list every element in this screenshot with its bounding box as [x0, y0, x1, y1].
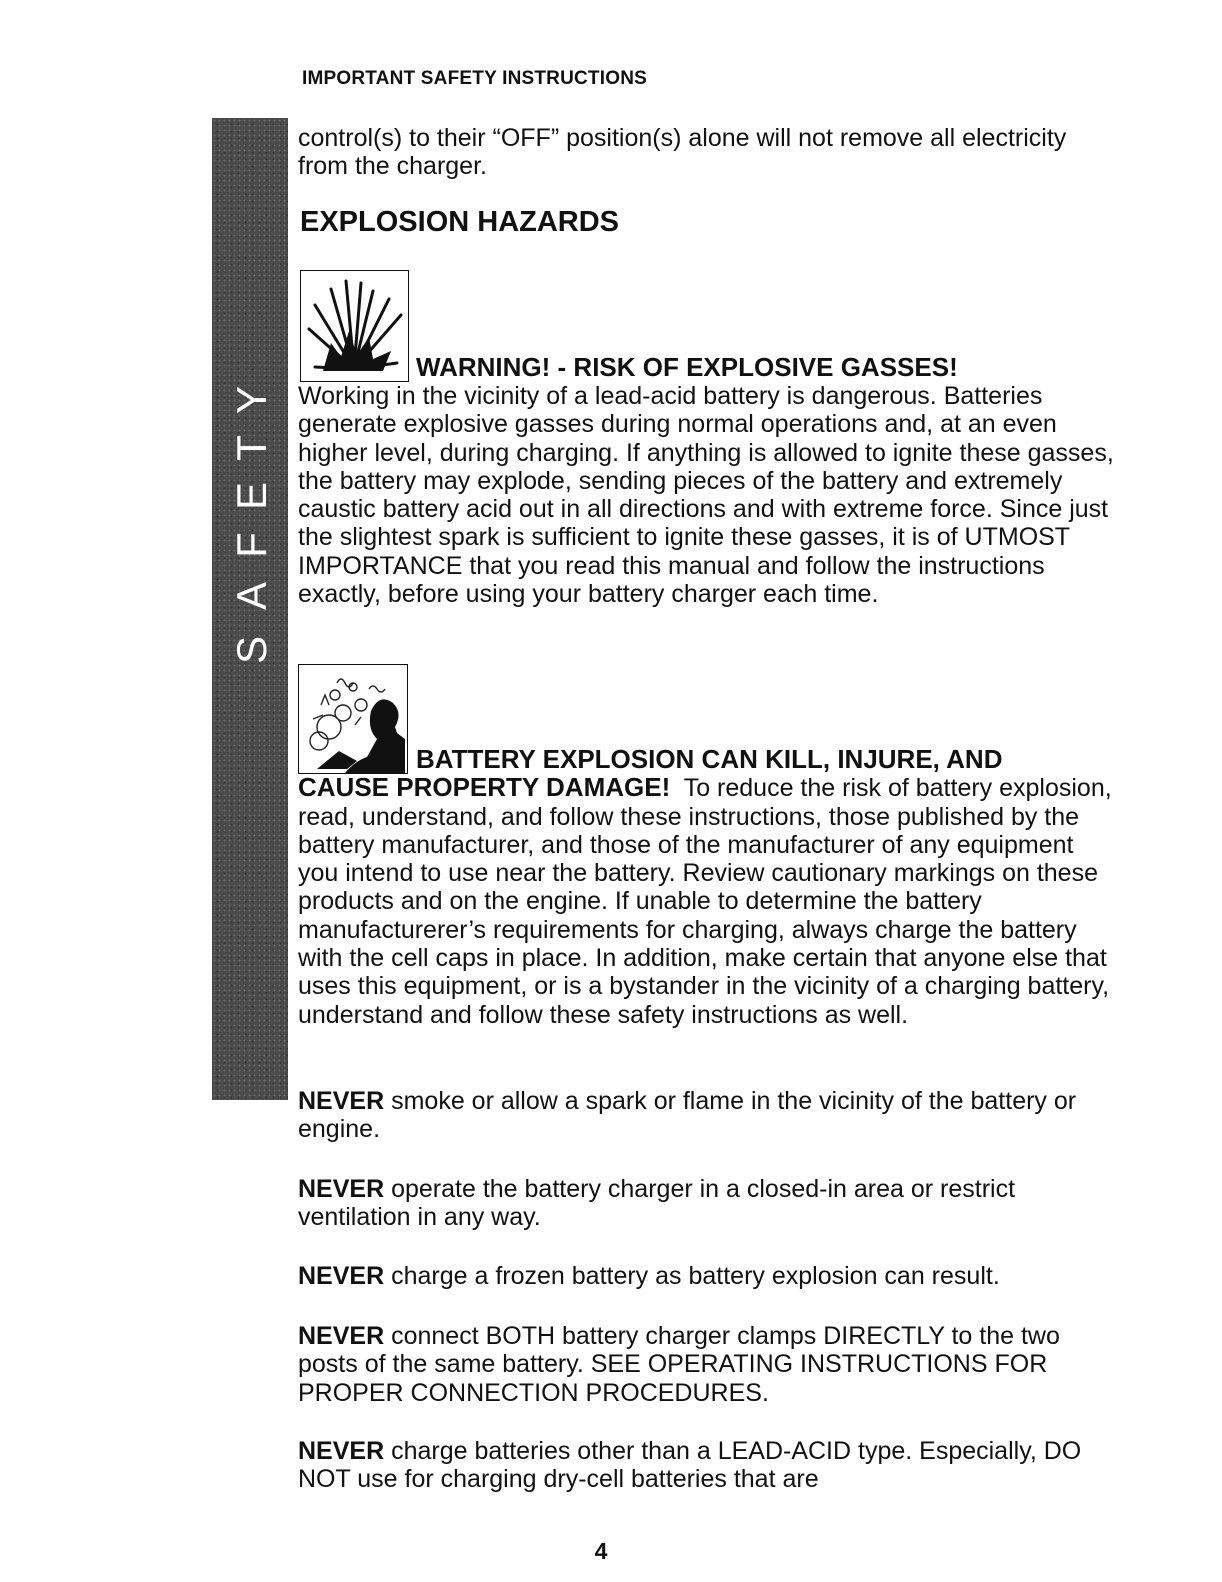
warning-paragraph: Working in the vicinity of a lead-acid battery is dangerous. Batteries generate explosive gasses during normal operations and, at an even higher level, during charging. If anything is allowed to ignite these gasses, the battery may explode, sending pieces of the battery and extremely caustic battery acid out in all directions and with extreme force. Since just the slightest spark is sufficient to ignite these gasses, it is of UTMOST IMPORTANCE that you read this manual and follow the instructions exactly, before using your battery charger each time. — [298, 382, 1114, 609]
battery-explosion-paragraph — [298, 745, 1118, 1029]
never-item-clamps: NEVER connect BOTH battery charger clamps DIRECTLY to the two posts of the same battery. SEE OPERATING INSTRUCTIONS FOR PROPER CONNECTION PROCEDURES. — [298, 1322, 1060, 1407]
safety-tab-label — [212, 118, 288, 1100]
tab-letter-s: S — [228, 635, 275, 665]
never-item-smoke: NEVER smoke or allow a spark or flame in the vicinity of the battery or engine. — [298, 1087, 1077, 1144]
safety-side-tab — [212, 118, 288, 1100]
section-heading: EXPLOSION HAZARDS — [300, 206, 620, 238]
battery-explosion-body: To reduce the risk of battery explosion, read, understand, and follow these instructions, those published by the battery manufacturer, and those of the manufacturer of any equipment you intend to use near the battery. Review cautionary markings on these products and on the engine. If unable to determine the battery manufacturerer’s requirements for charging, always charge the battery with the cell caps in place. In addition, make certain that anyone else that uses this equipment, or is a bystander in the vicinity of a charging battery, understand and follow these safety instructions as well. — [298, 774, 1112, 1029]
tab-letter-e: E — [228, 481, 275, 511]
never-item-battery-type: NEVER charge batteries other than a LEAD-ACID type. Especially, DO NOT use for charging dry-cell batteries that are — [298, 1437, 1082, 1494]
battery-explosion-title-line2: CAUSE PROPERTY DAMAGE! — [298, 772, 671, 803]
tab-letter-t: T — [228, 435, 275, 461]
explosion-spark-icon — [300, 270, 409, 382]
page-number: 4 — [594, 1538, 608, 1564]
never-item-ventilation: NEVER operate the battery charger in a closed-in area or restrict ventilation in any way. — [298, 1175, 1016, 1232]
running-head: IMPORTANT SAFETY INSTRUCTIONS — [302, 68, 647, 89]
tab-letter-y: Y — [228, 385, 275, 415]
tab-letter-a: A — [228, 581, 275, 611]
warning-title: WARNING! - RISK OF EXPLOSIVE GASSES! — [416, 352, 958, 382]
battery-explosion-title-line1: BATTERY EXPLOSION CAN KILL, INJURE, AND — [416, 744, 1003, 774]
intro-paragraph: control(s) to their “OFF” position(s) alone will not remove all electricity from the charger. — [298, 124, 1067, 181]
never-item-frozen: NEVER charge a frozen battery as battery explosion can result. — [298, 1262, 1000, 1290]
tab-letter-f: F — [228, 532, 275, 558]
